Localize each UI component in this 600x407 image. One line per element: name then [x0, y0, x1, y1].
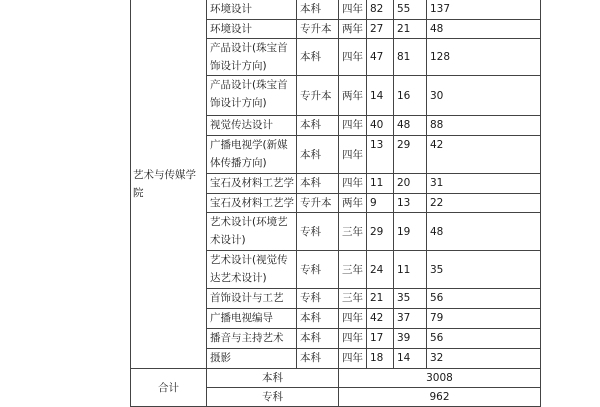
count-cell: 82	[367, 0, 394, 20]
major-cell: 广播电视编导	[207, 309, 297, 329]
years-cell: 两年	[339, 194, 367, 213]
total-cell: 137	[427, 0, 541, 20]
count-cell: 21	[367, 289, 394, 309]
count-cell: 24	[367, 251, 394, 289]
level-cell: 专科	[297, 289, 339, 309]
count-cell: 40	[367, 116, 394, 136]
years-cell: 四年	[339, 174, 367, 194]
count-cell: 47	[367, 39, 394, 76]
count-cell: 39	[394, 329, 427, 349]
total-cell: 48	[427, 20, 541, 39]
level-cell: 本科	[297, 349, 339, 369]
total-value-cell: 3008	[339, 369, 541, 388]
major-cell: 艺术设计(环境艺术设计)	[207, 213, 297, 251]
total-cell: 32	[427, 349, 541, 369]
years-cell: 四年	[339, 136, 367, 174]
level-cell: 本科	[297, 329, 339, 349]
total-cell: 42	[427, 136, 541, 174]
years-cell: 三年	[339, 289, 367, 309]
level-cell: 专升本	[297, 76, 339, 116]
years-cell: 四年	[339, 116, 367, 136]
level-cell: 专科	[297, 251, 339, 289]
count-cell: 81	[394, 39, 427, 76]
major-cell: 环境设计	[207, 0, 297, 20]
count-cell: 29	[394, 136, 427, 174]
total-level-cell: 本科	[207, 369, 339, 388]
enrollment-table	[130, 0, 541, 407]
years-cell: 两年	[339, 20, 367, 39]
count-cell: 29	[367, 213, 394, 251]
total-cell: 88	[427, 116, 541, 136]
total-cell: 48	[427, 213, 541, 251]
major-cell: 产品设计(珠宝首饰设计方向)	[207, 76, 297, 116]
major-cell: 艺术设计(视觉传达艺术设计)	[207, 251, 297, 289]
count-cell: 21	[394, 20, 427, 39]
count-cell: 27	[367, 20, 394, 39]
years-cell: 四年	[339, 329, 367, 349]
level-cell: 本科	[297, 136, 339, 174]
total-cell: 35	[427, 251, 541, 289]
years-cell: 四年	[339, 349, 367, 369]
table-row	[131, 0, 541, 20]
total-cell: 31	[427, 174, 541, 194]
major-cell: 产品设计(珠宝首饰设计方向)	[207, 39, 297, 76]
years-cell: 三年	[339, 251, 367, 289]
level-cell: 本科	[297, 39, 339, 76]
count-cell: 14	[367, 76, 394, 116]
major-cell: 视觉传达设计	[207, 116, 297, 136]
level-cell: 本科	[297, 174, 339, 194]
count-cell: 17	[367, 329, 394, 349]
total-cell: 56	[427, 289, 541, 309]
total-label: 合计	[131, 369, 207, 407]
count-cell: 42	[367, 309, 394, 329]
total-level-cell: 专科	[207, 388, 339, 407]
level-cell: 专科	[297, 213, 339, 251]
total-value-cell: 962	[339, 388, 541, 407]
count-cell: 11	[394, 251, 427, 289]
count-cell: 13	[367, 136, 394, 174]
count-cell: 37	[394, 309, 427, 329]
level-cell: 本科	[297, 309, 339, 329]
major-cell: 播音与主持艺术	[207, 329, 297, 349]
level-cell: 专升本	[297, 20, 339, 39]
years-cell: 两年	[339, 76, 367, 116]
count-cell: 11	[367, 174, 394, 194]
college-cell: 艺术与传媒学院	[131, 0, 207, 369]
major-cell: 首饰设计与工艺	[207, 289, 297, 309]
count-cell: 18	[367, 349, 394, 369]
count-cell: 16	[394, 76, 427, 116]
count-cell: 48	[394, 116, 427, 136]
total-row	[131, 369, 541, 388]
major-cell: 摄影	[207, 349, 297, 369]
count-cell: 35	[394, 289, 427, 309]
years-cell: 四年	[339, 309, 367, 329]
years-cell: 四年	[339, 0, 367, 20]
major-cell: 环境设计	[207, 20, 297, 39]
count-cell: 9	[367, 194, 394, 213]
level-cell: 本科	[297, 0, 339, 20]
level-cell: 本科	[297, 116, 339, 136]
major-cell: 宝石及材料工艺学	[207, 194, 297, 213]
total-cell: 79	[427, 309, 541, 329]
years-cell: 三年	[339, 213, 367, 251]
level-cell: 专升本	[297, 194, 339, 213]
years-cell: 四年	[339, 39, 367, 76]
count-cell: 55	[394, 0, 427, 20]
count-cell: 19	[394, 213, 427, 251]
major-cell: 广播电视学(新媒体传播方向)	[207, 136, 297, 174]
total-cell: 56	[427, 329, 541, 349]
total-cell: 30	[427, 76, 541, 116]
total-cell: 128	[427, 39, 541, 76]
count-cell: 13	[394, 194, 427, 213]
total-cell: 22	[427, 194, 541, 213]
major-cell: 宝石及材料工艺学	[207, 174, 297, 194]
count-cell: 14	[394, 349, 427, 369]
count-cell: 20	[394, 174, 427, 194]
